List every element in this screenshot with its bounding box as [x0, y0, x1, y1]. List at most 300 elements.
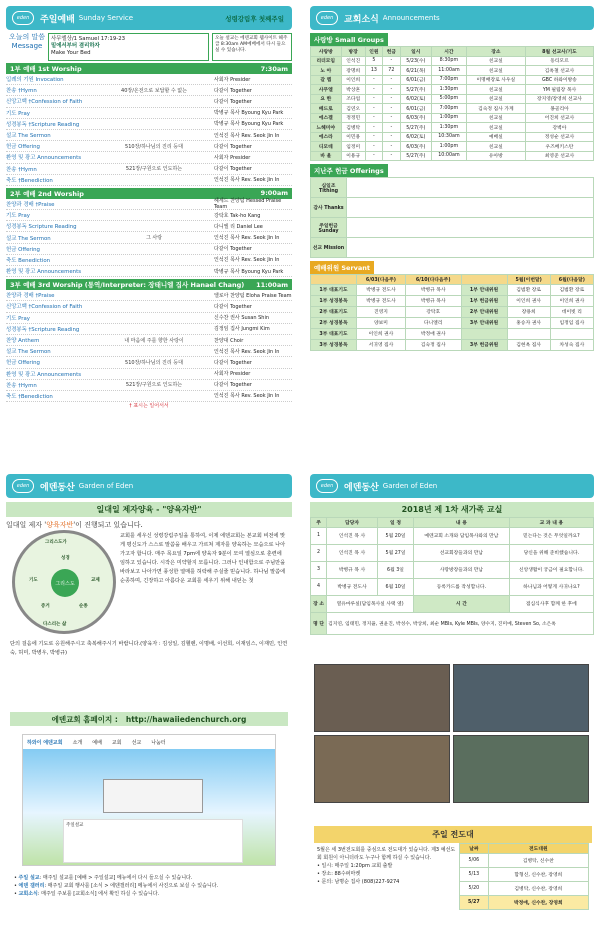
- homepage-label: 에덴교회 홈페이지 :: [51, 714, 118, 724]
- table-cell: 3: [311, 561, 327, 578]
- table-cell: -: [383, 151, 400, 161]
- table-cell: -: [383, 104, 400, 114]
- table-cell: 장지영/장영희 선교사: [525, 94, 593, 104]
- worship-3-label: 3부 예배 3rd Worship (통역/Interpreter: 장태니엘 집사 Hanael Chang): [10, 281, 245, 290]
- offering-label: 십일조 Tithing: [311, 178, 347, 198]
- table-cell: 함형신, 신수찬, 장영희: [488, 867, 588, 881]
- class-photos: [314, 664, 590, 803]
- table-cell: 6/02(토): [400, 132, 431, 142]
- table-cell: 5/13: [460, 867, 489, 881]
- message-label-ko: 오늘의 말씀: [8, 33, 46, 41]
- order-item: 찬송 †Hymn: [6, 382, 37, 389]
- roster-value: 김지연, 임태민, 정지율, 권윤진, 박성수, 박상희, 최순 MBIs, Kyle MBIs, 양수지, 진미예, Steven So, 소은옥: [327, 612, 594, 634]
- table-cell: 6/02(토): [400, 94, 431, 104]
- order-leader: 신수찬 권사 Susan Shin: [214, 315, 270, 322]
- site-panel-title: 주일설교: [66, 823, 84, 828]
- table-cell: 요 한: [311, 94, 342, 104]
- order-leader: 다같이 Together: [214, 246, 252, 253]
- table-cell: 사랑방장들과의 만남: [414, 561, 510, 578]
- table-cell: 친교실: [466, 94, 525, 104]
- wheel-spoke: 증거: [41, 604, 50, 609]
- table-cell: 데이빗 리: [550, 306, 593, 317]
- table-header: 주: [311, 518, 327, 528]
- message-label-en: Message: [11, 42, 43, 50]
- table-cell: 어진희 선교사: [525, 113, 593, 123]
- table-cell: 임정미: [341, 142, 365, 152]
- note-item: • 에덴 갤러리: 매주일 교회 행사를 [소식 > 에덴갤러리] 메뉴에서 사진으로 보실 수 있습니다.: [14, 883, 219, 889]
- order-item: 축도 †Benediction: [6, 177, 53, 184]
- order-leader: 박병규 목사 Byoung Kyu Park: [214, 268, 284, 275]
- order-leader: 김정임 집사 Jungmi Kim: [214, 326, 270, 333]
- table-cell: 5/23(수): [400, 56, 431, 66]
- eden-logo: eden: [12, 11, 34, 25]
- table-cell: YM 필립장 목사: [525, 85, 593, 95]
- table-cell: -: [383, 142, 400, 152]
- time-label: 시 간: [414, 595, 510, 612]
- table-cell: 7:00pm: [432, 104, 467, 114]
- order-row: [6, 232, 292, 243]
- table-cell: 이인희 권사: [357, 328, 406, 339]
- table-cell: 5월 27일: [377, 544, 413, 561]
- worship-3-bar: [6, 279, 292, 290]
- table-cell: 김범환 장로: [550, 284, 593, 295]
- evangelism-bullet: • 문의: 남명순 집사 (808)227-9274: [317, 879, 400, 885]
- table-row: [311, 94, 594, 104]
- table-cell: 2부 대표기도: [311, 306, 357, 317]
- table-cell: 예배실: [466, 132, 525, 142]
- evangelism-schedule-table: [459, 843, 589, 910]
- site-sermon-panel: [63, 819, 243, 863]
- order-row: [6, 380, 292, 391]
- table-cell: 등록카드를 작성합니다.: [414, 578, 510, 595]
- table-cell: 1:30pm: [432, 123, 467, 133]
- order-row: [6, 313, 292, 324]
- table-cell: 디모데: [311, 142, 342, 152]
- table-cell: 김연오: [341, 104, 365, 114]
- headline-highlight: 양육자반: [46, 521, 74, 529]
- order-item: 성경봉독 †Scripture Reading: [6, 121, 80, 128]
- table-cell: 이인희 권사: [507, 295, 550, 306]
- order-row: [6, 255, 292, 266]
- table-cell: 양보미: [357, 317, 406, 328]
- table-cell: 3부 안내위원: [461, 317, 507, 328]
- offering-label: 주일헌금 Sunday: [311, 218, 347, 238]
- table-cell: 이인희: [341, 75, 365, 85]
- table-header: 6/03(다음주): [357, 275, 406, 285]
- table-row: [311, 113, 594, 123]
- order-row: [6, 357, 292, 368]
- order-row: [6, 74, 292, 85]
- table-cell: 김범환 장로: [507, 284, 550, 295]
- church-building-image: [103, 779, 203, 813]
- table-header: 날짜: [460, 844, 489, 854]
- offering-label: 선교 Mission: [311, 238, 347, 258]
- table-cell: 6월 10일: [377, 578, 413, 595]
- wheel-spoke: 기도: [29, 578, 38, 583]
- table-header: 담당자: [327, 518, 378, 528]
- table-cell: 박정애, 신수찬, 장영희: [488, 895, 588, 909]
- table-cell: 김병탁: [341, 123, 365, 133]
- offering-row: [311, 238, 594, 258]
- table-cell: 1:00pm: [432, 142, 467, 152]
- table-cell: 친교실: [466, 66, 525, 76]
- order-item: 축도 †Benediction: [6, 393, 53, 400]
- table-row: [311, 339, 594, 350]
- order-row: [6, 152, 292, 163]
- servant-table: [310, 274, 594, 351]
- website-screenshot: [22, 734, 276, 866]
- table-cell: 인석진: [341, 56, 365, 66]
- table-cell: 예덴교회 소개와 담임목사와의 만남: [414, 527, 510, 544]
- table-cell: 6/03(주): [400, 142, 431, 152]
- discipleship-title: 일대일 제자양육 - "양육자반": [6, 502, 292, 517]
- table-cell: 갈 렙: [311, 75, 342, 85]
- table-cell: 5: [365, 56, 382, 66]
- table-cell: 6/21(목): [400, 66, 431, 76]
- site-nav-item: 나눔터: [151, 739, 166, 746]
- order-leader: 다같이 Together: [214, 166, 252, 173]
- garden-of-eden-right: [310, 474, 594, 922]
- table-cell: 5/06: [460, 853, 489, 867]
- order-row: [6, 221, 292, 232]
- table-row: [311, 104, 594, 114]
- order-row: [6, 290, 292, 301]
- order-leader: 다같이 Together: [214, 359, 252, 366]
- section-subtitle: Announcements: [382, 14, 440, 22]
- worship-1-label: 1부 예배 1st Worship: [10, 65, 82, 73]
- offering-amount: [347, 178, 594, 198]
- table-row: [311, 142, 594, 152]
- order-row: [6, 369, 292, 380]
- order-row: [6, 244, 292, 255]
- table-cell: 홍승자 권사: [507, 317, 550, 328]
- table-cell: -: [365, 94, 382, 104]
- table-cell: -: [383, 132, 400, 142]
- order-leader: 인석진 목사 Rev. Seok Jin In: [214, 132, 280, 139]
- order-leader: 다니엘 리 Daniel Lee: [214, 223, 263, 230]
- table-row: [311, 317, 594, 328]
- table-cell: 강탁호: [405, 306, 461, 317]
- table-cell: -: [383, 123, 400, 133]
- place-label: 장 소: [311, 595, 327, 612]
- order-leader: 인석진 목사 Rev. Seok Jin In: [214, 235, 280, 242]
- order-row: [6, 130, 292, 141]
- table-cell: 이인희 권사: [550, 295, 593, 306]
- order-row: [6, 199, 292, 210]
- table-cell: 3부 성경봉독: [311, 339, 357, 350]
- new-family-class-title: 2018년 제 1차 새가족 교실: [310, 502, 594, 517]
- order-leader: 다같이 Together: [214, 98, 252, 105]
- order-item: 찬송 †Hymn: [6, 166, 37, 173]
- table-cell: -: [365, 151, 382, 161]
- worship-2-order: [6, 199, 292, 277]
- table-header: 내 용: [414, 518, 510, 528]
- table-header: [461, 275, 507, 285]
- small-groups-table: [310, 46, 594, 161]
- table-row: [460, 853, 589, 867]
- order-item: 기도 Pray: [6, 110, 30, 117]
- site-nav-item: 선교: [131, 739, 142, 746]
- table-cell: 1부 성경봉독: [311, 295, 357, 306]
- garden-of-eden-left: [6, 474, 292, 922]
- site-nav-item: 교회: [111, 739, 122, 746]
- order-row: [6, 175, 292, 186]
- table-cell: -: [365, 104, 382, 114]
- table-cell: 박병규 전도사: [357, 295, 406, 306]
- table-row: [311, 295, 594, 306]
- table-cell: 김숙정 집사: [405, 339, 461, 350]
- class-photo: [453, 664, 589, 732]
- table-cell: 차성숙 집사: [550, 339, 593, 350]
- order-item: 신앙고백 †Confession of Faith: [6, 99, 83, 106]
- table-cell: -: [383, 75, 400, 85]
- table-cell: 조다업: [341, 94, 365, 104]
- order-row: [6, 96, 292, 107]
- table-header: 일 정: [377, 518, 413, 528]
- roster-label: 명 단: [311, 612, 327, 634]
- order-leader: 사회자 Presider: [214, 76, 251, 83]
- order-row: [6, 85, 292, 96]
- order-leader: 헤세드 찬양팀 Hessed Praise Team: [214, 198, 282, 211]
- table-header: 인원: [365, 47, 382, 57]
- table-cell: 친교실: [466, 56, 525, 66]
- table-cell: 박병규 목사: [405, 284, 461, 295]
- table-row: [460, 895, 589, 909]
- class-photo: [453, 735, 589, 803]
- order-detail: 그 사랑: [145, 235, 163, 242]
- order-detail: 521장/구원으로 인도하는: [125, 382, 183, 389]
- table-row: [311, 123, 594, 133]
- order-detail: 510장/하나님의 진리 등대: [125, 359, 183, 366]
- table-header: 시간: [432, 47, 467, 57]
- worship-1-bar: [6, 63, 292, 74]
- order-row: [6, 141, 292, 152]
- table-cell: 하나님과 어떻게 사귀나요?: [509, 578, 593, 595]
- order-item: 기도 Pray: [6, 213, 30, 220]
- table-cell: 친교실: [466, 85, 525, 95]
- order-detail: 40장/온전으로 보답할 수 없는: [121, 87, 187, 94]
- order-detail: 521장/구원으로 인도하는: [125, 166, 183, 173]
- table-cell: 리더모임: [311, 56, 342, 66]
- section-title: 에덴동산: [40, 482, 75, 493]
- class-photo: [314, 735, 450, 803]
- order-item: 입례의 기원 Invocation: [6, 77, 64, 84]
- table-row: [311, 306, 594, 317]
- order-item: 성경봉독 †Scripture Reading: [6, 326, 80, 333]
- table-cell: 이명배장로 사우실: [466, 75, 525, 85]
- table-row: [311, 527, 594, 544]
- discipleship-headline: 일대일 제자 '양육자반'이 진행되고 있습니다.: [6, 521, 143, 529]
- table-row: [311, 544, 594, 561]
- order-row: [6, 391, 292, 402]
- table-cell: 서귀영 집사: [357, 339, 406, 350]
- small-groups-title: 사랑방 Small Groups: [310, 33, 388, 46]
- wheel-bottom-label: 다스리는 삶: [43, 622, 67, 627]
- table-row: [311, 56, 594, 66]
- eden-logo: eden: [12, 479, 34, 493]
- table-header: 사랑방: [311, 47, 342, 57]
- order-row: [6, 210, 292, 221]
- table-cell: 8:30pm: [432, 56, 467, 66]
- order-leader: 사회자 Presider: [214, 154, 251, 161]
- table-header: 6/10(다다음주): [405, 275, 461, 285]
- discipleship-wheel-diagram: [12, 530, 116, 634]
- table-cell: 이민용: [341, 132, 365, 142]
- time-value: 점심식사후 함께 한 후에: [509, 595, 593, 612]
- table-cell: 4: [311, 578, 327, 595]
- table-header: 헌금: [383, 47, 400, 57]
- homepage-url-link[interactable]: http://hawaiiedenchurch.org: [125, 714, 247, 724]
- homepage-bar: [10, 712, 288, 726]
- table-header: 6월(다음달): [550, 275, 593, 285]
- table-cell: -: [383, 85, 400, 95]
- section-title: 주일예배: [40, 14, 75, 25]
- order-item: 성경봉독 Scripture Reading: [6, 224, 77, 231]
- table-cell: 2부 안내위원: [461, 306, 507, 317]
- table-cell: -: [365, 142, 382, 152]
- table-row: [311, 75, 594, 85]
- order-leader: 엘로아 찬양팀 Eloha Praise Team: [214, 292, 292, 299]
- order-leader: 인석진 목사 Rev. Seok Jin In: [214, 177, 280, 184]
- table-cell: 당신을 위해 준비했습니다.: [509, 544, 593, 561]
- order-item: 설교 The Sermon: [6, 133, 51, 140]
- order-item: 신앙고백 †Confession of Faith: [6, 304, 83, 311]
- standing-footnote: † 표시는 일어서서: [129, 403, 169, 410]
- table-cell: 우즈베키스탄: [525, 142, 593, 152]
- order-row: [6, 324, 292, 335]
- table-cell: 5/20: [460, 881, 489, 895]
- table-cell: -: [365, 75, 382, 85]
- section-subtitle: Sunday Service: [78, 14, 134, 22]
- table-cell: 5/27(주): [400, 85, 431, 95]
- evangelism-box: [314, 826, 592, 910]
- table-cell: GBC 하와이방송: [525, 75, 593, 85]
- table-cell: 박병규 목 사: [327, 561, 378, 578]
- table-cell: [550, 328, 593, 339]
- table-cell: 5/27(주): [400, 123, 431, 133]
- table-cell: 김현옥 집사: [507, 339, 550, 350]
- order-item: 헌금 Offering: [6, 144, 40, 151]
- section-title: 에덴동산: [344, 482, 379, 493]
- table-cell: 친교실: [466, 142, 525, 152]
- worship-2-label: 2부 예배 2nd Worship: [10, 189, 84, 198]
- table-cell: 2: [311, 544, 327, 561]
- table-cell: 느헤미야: [311, 123, 342, 133]
- table-cell: 유아방: [466, 151, 525, 161]
- table-cell: 6/03(주): [400, 113, 431, 123]
- table-row: [311, 66, 594, 76]
- offering-amount: [347, 238, 594, 258]
- order-leader: 다같이 Together: [214, 87, 252, 94]
- table-cell: 10:30am: [432, 132, 467, 142]
- worship-3-order: [6, 290, 292, 402]
- table-cell: 장용희: [507, 306, 550, 317]
- table-row: [311, 85, 594, 95]
- order-leader: 인석진 목사 Rev. Seok Jin In: [214, 257, 280, 264]
- order-item: 찬송 †Hymn: [6, 88, 37, 95]
- table-header: 장소: [466, 47, 525, 57]
- offerings-table: [310, 177, 594, 258]
- order-item: 축도 Benediction: [6, 257, 51, 264]
- table-cell: 1:00pm: [432, 113, 467, 123]
- worship-2-time: 9:00am: [260, 189, 288, 198]
- offering-label: 감사 Thanks: [311, 198, 347, 218]
- table-cell: 이용규: [341, 151, 365, 161]
- table-cell: 인석진 목 사: [327, 544, 378, 561]
- discipleship-paragraph-cont: 단의 걸음에 기도로 응원해주시고 축복해주시기 바랍니다.(양육자 : 김성일, 김헬렌, 이명배, 이선희, 이재임스, 이재민, 인연숙, 허미, 박병우, 박병규): [10, 641, 288, 656]
- table-cell: 6월 3일: [377, 561, 413, 578]
- table-cell: 13: [365, 66, 382, 76]
- wheel-spoke: 순종: [79, 604, 88, 609]
- table-cell: 정성순 선교사: [525, 132, 593, 142]
- message-title-ko: 밑에서부터 겸리하자: [51, 43, 100, 49]
- table-cell: 동티모르: [525, 56, 593, 66]
- offering-amount: [347, 198, 594, 218]
- table-cell: 박병규 전도사: [357, 284, 406, 295]
- order-leader: 인석진 목사 Rev. Seok Jin In: [214, 393, 280, 400]
- table-cell: 6/01(금): [400, 75, 431, 85]
- table-cell: 2부 성경봉독: [311, 317, 357, 328]
- order-item: 환영 및 광고 Announcements: [6, 155, 82, 162]
- worship-1-order: [6, 74, 292, 186]
- order-leader: 다같이 Together: [214, 303, 252, 310]
- order-row: [6, 266, 292, 277]
- table-cell: 김병탁, 신수찬, 장영희: [488, 881, 588, 895]
- table-cell: 3부 헌금위원: [461, 339, 507, 350]
- table-cell: 베드로: [311, 104, 342, 114]
- wheel-top-label: 그리스도가: [45, 540, 67, 545]
- table-cell: 1부 안내위원: [461, 284, 507, 295]
- order-item: 환영 및 광고 Announcements: [6, 269, 82, 276]
- place-value: 열유마루실(담임목사실 사택 옆): [327, 595, 414, 612]
- liturgical-date: 성령강림후 첫째주일: [225, 14, 284, 23]
- table-row: [311, 561, 594, 578]
- order-leader: 찬양대 Choir: [214, 337, 244, 344]
- table-cell: 10:00am: [432, 151, 467, 161]
- table-header: 교 과 내 용: [509, 518, 593, 528]
- message-passage: 사무엘상/1 Samuel 17:19-23: [51, 36, 126, 42]
- table-cell: 박병규 전도사: [327, 578, 378, 595]
- table-cell: 노 아: [311, 66, 342, 76]
- table-cell: 7:00pm: [432, 75, 467, 85]
- message-box: [6, 33, 292, 61]
- table-cell: 최영준 선교사: [525, 151, 593, 161]
- table-cell: -: [383, 56, 400, 66]
- order-detail: 510장/하나님의 진리 등대: [125, 143, 183, 150]
- table-cell: 박병규 목사: [405, 295, 461, 306]
- table-cell: 박상흔: [341, 85, 365, 95]
- table-cell: 믿는다는 것은 무엇일까요?: [509, 527, 593, 544]
- table-cell: 1부 대표기도: [311, 284, 357, 295]
- garden-header: [310, 474, 594, 498]
- order-row: [6, 119, 292, 130]
- order-leader: 인석진 목사 Rev. Seok Jin In: [214, 348, 280, 355]
- table-cell: 1:30pm: [432, 85, 467, 95]
- site-nav-item: 예배: [92, 739, 102, 746]
- message-title-en: Make Your Bed: [51, 50, 91, 56]
- sunday-service-section: [6, 6, 292, 468]
- table-cell: 정정민: [341, 113, 365, 123]
- order-leader: 다같이 Together: [214, 143, 252, 150]
- site-nav: [23, 735, 275, 749]
- table-cell: 사무엘: [311, 85, 342, 95]
- sunday-service-header: [6, 6, 292, 30]
- order-leader: 박병규 목사 Byoung Kyu Park: [214, 110, 284, 117]
- announcements-section: [310, 6, 594, 468]
- table-cell: 강벽아: [525, 123, 593, 133]
- servant-title: 예배위원 Servant: [310, 261, 374, 274]
- offering-row: [311, 218, 594, 238]
